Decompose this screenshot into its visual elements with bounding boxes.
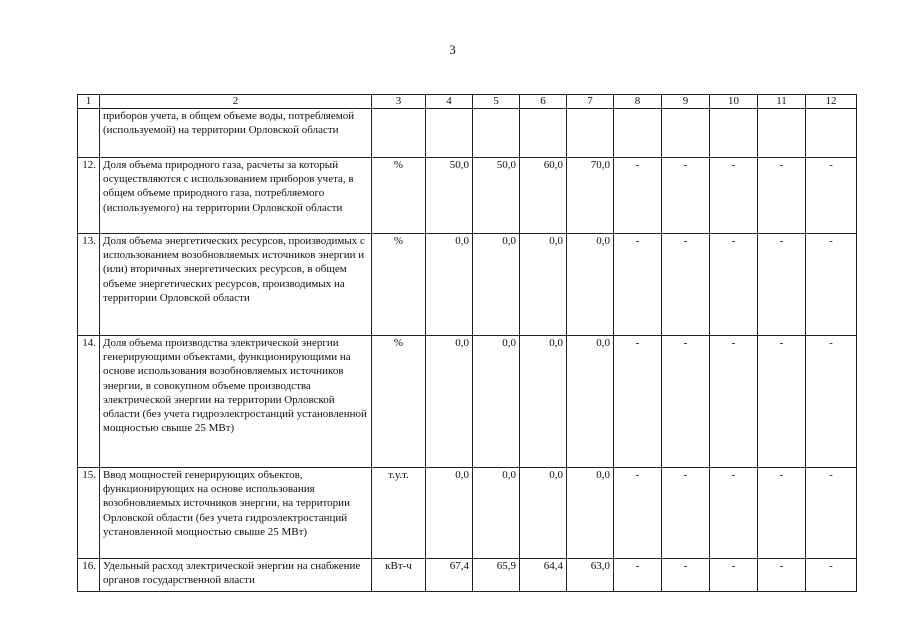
value-cell: 0,0 (567, 234, 614, 336)
row-number: 14. (78, 336, 100, 468)
column-header: 3 (372, 95, 426, 109)
dash-cell: - (614, 336, 662, 468)
value-cell: 0,0 (473, 468, 520, 559)
unit-cell: кВт-ч (372, 559, 426, 592)
value-cell: 50,0 (473, 158, 520, 234)
value-cell: 0,0 (567, 336, 614, 468)
value-cell (426, 109, 473, 158)
dash-cell: - (614, 158, 662, 234)
indicator-name: Доля объема производства электрической энергии генерирующими объектами, функционирующими на основе использования возобновляемых источников энергии, в совокупном объеме производства электрической энергии на территории Орловской области (без учета гидроэлектростанций установленной мощностью свыше 25 МВт) (100, 336, 372, 468)
unit-cell: т.у.т. (372, 468, 426, 559)
dash-cell: - (710, 559, 758, 592)
value-cell: 67,4 (426, 559, 473, 592)
indicator-name: Удельный расход электрической энергии на снабжение органов государственной власти (100, 559, 372, 592)
dash-cell: - (758, 468, 806, 559)
dash-cell: - (806, 158, 857, 234)
indicators-table (77, 94, 857, 592)
empty-cell (614, 109, 662, 158)
dash-cell: - (758, 336, 806, 468)
dash-cell: - (614, 234, 662, 336)
dash-cell: - (662, 234, 710, 336)
dash-cell: - (662, 158, 710, 234)
table-row (78, 468, 857, 559)
value-cell: 0,0 (426, 336, 473, 468)
empty-cell (662, 109, 710, 158)
table-row (78, 559, 857, 592)
indicator-name: Доля объема энергетических ресурсов, производимых с использованием возобновляемых источников энергии и (или) вторичных энергетических ресурсов, в общем объеме энергетических ресурсов, производимых на территории Орловской области (100, 234, 372, 336)
indicator-name: Ввод мощностей генерирующих объектов, функционирующих на основе использования возобновляемых источников энергии, на территории Орловской области (без учета гидроэлектростанций установленной мощностью свыше 25 МВт) (100, 468, 372, 559)
empty-cell (806, 109, 857, 158)
dash-cell: - (710, 468, 758, 559)
value-cell: 0,0 (426, 234, 473, 336)
dash-cell: - (710, 158, 758, 234)
column-header: 1 (78, 95, 100, 109)
column-header: 10 (710, 95, 758, 109)
table-row (78, 336, 857, 468)
dash-cell: - (662, 559, 710, 592)
value-cell: 0,0 (473, 336, 520, 468)
column-header: 8 (614, 95, 662, 109)
column-header: 9 (662, 95, 710, 109)
column-header: 4 (426, 95, 473, 109)
value-cell: 0,0 (426, 468, 473, 559)
value-cell: 70,0 (567, 158, 614, 234)
unit-cell: % (372, 234, 426, 336)
dash-cell: - (758, 559, 806, 592)
row-number (78, 109, 100, 158)
table-header-row (78, 95, 857, 109)
empty-cell (758, 109, 806, 158)
dash-cell: - (614, 468, 662, 559)
dash-cell: - (614, 559, 662, 592)
column-header: 7 (567, 95, 614, 109)
value-cell (567, 109, 614, 158)
table-row (78, 234, 857, 336)
value-cell (520, 109, 567, 158)
value-cell: 0,0 (567, 468, 614, 559)
column-header: 6 (520, 95, 567, 109)
value-cell: 60,0 (520, 158, 567, 234)
indicator-name: приборов учета, в общем объеме воды, потребляемой (используемой) на территории Орловской области (100, 109, 372, 158)
column-header: 11 (758, 95, 806, 109)
column-header: 2 (100, 95, 372, 109)
page-number: 3 (449, 42, 456, 57)
dash-cell: - (806, 234, 857, 336)
row-number: 15. (78, 468, 100, 559)
unit-cell: % (372, 158, 426, 234)
dash-cell: - (806, 336, 857, 468)
dash-cell: - (758, 158, 806, 234)
value-cell: 0,0 (520, 336, 567, 468)
table-row (78, 158, 857, 234)
column-header: 5 (473, 95, 520, 109)
dash-cell: - (662, 336, 710, 468)
dash-cell: - (662, 468, 710, 559)
indicator-name: Доля объема природного газа, расчеты за который осуществляются с использованием приборов учета, в общем объеме природного газа, потребляемого (используемого) на территории Орловской области (100, 158, 372, 234)
row-number: 16. (78, 559, 100, 592)
unit-cell (372, 109, 426, 158)
dash-cell: - (710, 336, 758, 468)
value-cell: 0,0 (520, 234, 567, 336)
value-cell: 63,0 (567, 559, 614, 592)
dash-cell: - (806, 559, 857, 592)
unit-cell: % (372, 336, 426, 468)
dash-cell: - (806, 468, 857, 559)
row-number: 13. (78, 234, 100, 336)
value-cell: 65,9 (473, 559, 520, 592)
value-cell: 0,0 (520, 468, 567, 559)
row-number: 12. (78, 158, 100, 234)
value-cell (473, 109, 520, 158)
column-header: 12 (806, 95, 857, 109)
value-cell: 64,4 (520, 559, 567, 592)
dash-cell: - (758, 234, 806, 336)
value-cell: 50,0 (426, 158, 473, 234)
dash-cell: - (710, 234, 758, 336)
empty-cell (710, 109, 758, 158)
value-cell: 0,0 (473, 234, 520, 336)
table-row (78, 109, 857, 158)
